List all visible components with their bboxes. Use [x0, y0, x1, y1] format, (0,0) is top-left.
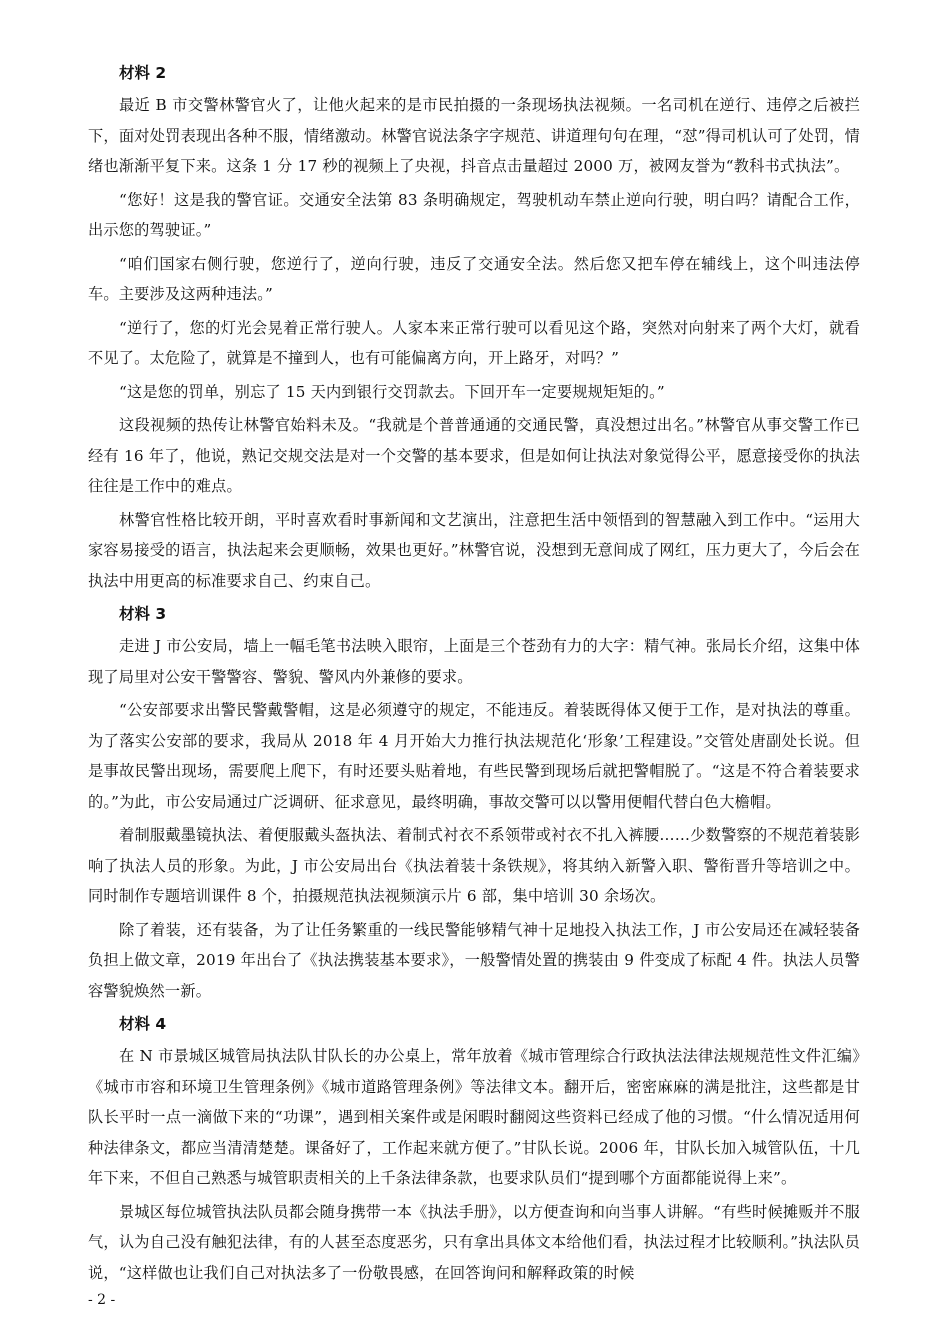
- page-number: - 2 -: [88, 1292, 116, 1308]
- paragraph: “公安部要求出警民警戴警帽，这是必须遵守的规定，不能违反。着装既得体又便于工作，是对执法的尊重。为了落实公安部的要求，我局从 2018 年 4 月开始大力推行执法规范化‘形象’工程建设。”交管处唐副处长说。但是事故民警出现场，需要爬上爬下，有时还要头贴着地，有些民警到现场后就把警帽脱了。“这是不符合着装要求的。”为此，市公安局通过广泛调研、征求意见，最终明确，事故交警可以以警用便帽代替白色大檐帽。: [88, 701, 860, 811]
- paragraph: 这段视频的热传让林警官始料未及。“我就是个普普通通的交通民警，真没想过出名。”林警官从事交警工作已经有 16 年了，他说，熟记交规交法是对一个交警的基本要求，但是如何让执法对象觉得公平，愿意接受你的执法往往是工作中的难点。: [88, 416, 860, 495]
- paragraph: 景城区每位城管执法队员都会随身携带一本《执法手册》，以方便查询和向当事人讲解。“有些时候摊贩并不服气，认为自己没有触犯法律，有的人甚至态度恶劣，只有拿出具体文本给他们看，执法过程才比较顺利。”执法队员说，“这样做也让我们自己对执法多了一份敬畏感，在回答询问和解释政策的时候: [88, 1202, 860, 1282]
- section-heading: 材料 3: [119, 605, 167, 623]
- paragraph: 在 N 市景城区城管局执法队甘队长的办公桌上，常年放着《城市管理综合行政执法法律法规规范性文件汇编》《城市市容和环境卫生管理条例》《城市道路管理条例》等法律文本。翻开后，密密麻麻的满是批注，这些都是甘队长平时一点一滴做下来的“功课”，遇到相关案件或是闲暇时翻阅这些资料已经成了他的习惯。“什么情况适用何种法律条文，都应当清清楚楚。课备好了，工作起来就方便了。”甘队长说。2006 年，甘队长加入城管队伍，十几年下来，不但自己熟悉与城管职责相关的上千条法律条款，也要求队员们“提到哪个方面都能说得上来”。: [88, 1047, 860, 1187]
- section-heading: 材料 4: [119, 1015, 167, 1033]
- section-material-3: [88, 599, 860, 1006]
- paragraph: “您好！这是我的警官证。交通安全法第 83 条明确规定，驾驶机动车禁止逆向行驶，明白吗？请配合工作，出示您的驾驶证。”: [88, 190, 860, 239]
- paragraph: 最近 B 市交警林警官火了，让他火起来的是市民拍摄的一条现场执法视频。一名司机在逆行、违停之后被拦下，面对处罚表现出各种不服，情绪激动。林警官说法条字字规范、讲道理句句在理，“怼”得司机认可了处罚，情绪也渐渐平复下来。这条 1 分 17 秒的视频上了央视，抖音点击量超过 2000 万，被网友誉为“教科书式执法”。: [88, 96, 860, 175]
- section-material-4: [88, 1009, 860, 1288]
- paragraph: 走进 J 市公安局，墙上一幅毛笔书法映入眼帘，上面是三个苍劲有力的大字：精气神。张局长介绍，这集中体现了局里对公安干警警容、警貌、警风内外兼修的要求。: [88, 637, 860, 686]
- paragraph: “这是您的罚单，别忘了 15 天内到银行交罚款去。下回开车一定要规规矩矩的。”: [119, 382, 665, 401]
- paragraph: 除了着装，还有装备，为了让任务繁重的一线民警能够精气神十足地投入执法工作，J 市公安局还在减轻装备负担上做文章，2019 年出台了《执法携装基本要求》，一般警情处置的携装由 9 件变成了标配 4 件。执法人员警容警貌焕然一新。: [88, 920, 860, 1000]
- paragraph: 林警官性格比较开朗，平时喜欢看时事新闻和文艺演出，注意把生活中领悟到的智慧融入到工作中。“运用大家容易接受的语言，执法起来会更顺畅，效果也更好。”林警官说，没想到无意间成了网红，压力更大了，今后会在执法中用更高的标准要求自己、约束自己。: [88, 510, 860, 590]
- paragraph: “咱们国家右侧行驶，您逆行了，逆向行驶，违反了交通安全法。然后您又把车停在辅线上，这个叫违法停车。主要涉及这两种违法。”: [88, 254, 860, 303]
- paragraph: “逆行了，您的灯光会晃着正常行驶人。人家本来正常行驶可以看见这个路，突然对向射来了两个大灯，就看不见了。太危险了，就算是不撞到人，也有可能偏离方向，开上路牙，对吗？”: [88, 318, 860, 367]
- section-material-2: [88, 58, 860, 596]
- paragraph: 着制服戴墨镜执法、着便服戴头盔执法、着制式衬衣不系领带或衬衣不扎入裤腰……少数警察的不规范着装影响了执法人员的形象。为此，J 市公安局出台《执法着装十条铁规》，将其纳入新警入职、警衔晋升等培训之中。同时制作专题培训课件 8 个，拍摄规范执法视频演示片 6 部，集中培训 30 余场次。: [88, 826, 860, 905]
- document-page: [88, 58, 860, 1291]
- section-heading: 材料 2: [119, 64, 167, 82]
